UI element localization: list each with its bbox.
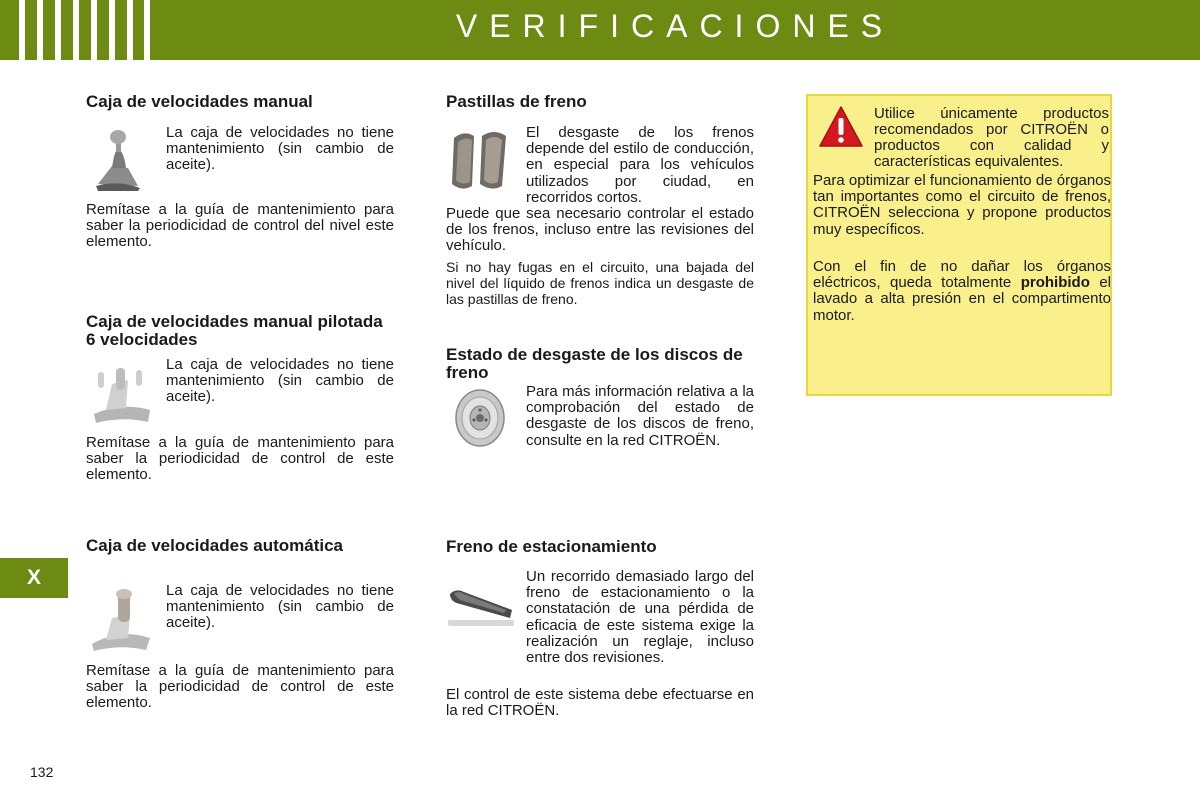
warning-box bbox=[806, 94, 1112, 396]
page-number: 132 bbox=[30, 764, 54, 780]
page-title: VERIFICACIONES bbox=[455, 8, 895, 44]
automatic-gear-selector-icon bbox=[90, 588, 152, 652]
warning-triangle-icon bbox=[818, 104, 864, 150]
heading-automatica: Caja de velocidades automática bbox=[86, 536, 343, 555]
pilotada-note: Remítase a la guía de mantenimiento para saber la periodicidad de control de este elemento. bbox=[86, 434, 394, 484]
header-stripe bbox=[127, 0, 133, 60]
header-stripe bbox=[55, 0, 61, 60]
heading-pilotada: Caja de velocidades manual pilotada 6 velocidades bbox=[86, 312, 383, 349]
brake-disc-icon bbox=[450, 386, 514, 450]
pilotada-body: La caja de velocidades no tiene mantenimiento (sin cambio de aceite). bbox=[166, 356, 394, 406]
header-stripe bbox=[73, 0, 79, 60]
pilotada-gear-selector-icon bbox=[92, 362, 152, 424]
pastillas-note: Puede que sea necesario controlar el estado de los frenos, incluso entre las revisiones del vehículo. bbox=[446, 205, 754, 255]
header-stripe bbox=[37, 0, 43, 60]
heading-discos: Estado de desgaste de los discos de freno bbox=[446, 345, 743, 382]
header-stripe bbox=[91, 0, 97, 60]
heading-manual: Caja de velocidades manual bbox=[86, 92, 313, 111]
manual-note: Remítase a la guía de mantenimiento para saber la periodicidad de control del nivel este elemento. bbox=[86, 201, 394, 251]
pastillas-note2: Si no hay fugas en el circuito, una bajada del nivel del líquido de frenos indica un desgaste de las pastillas de freno. bbox=[446, 259, 754, 307]
brake-pads-icon bbox=[448, 126, 510, 196]
automatica-body: La caja de velocidades no tiene mantenimiento (sin cambio de aceite). bbox=[166, 582, 394, 632]
warning-para-1: Para optimizar el funcionamiento de órganos tan importantes como el circuito de frenos, CITROËN selecciona y propone productos muy específicos. bbox=[813, 172, 1111, 238]
discos-body: Para más información relativa a la comprobación del estado de desgaste de los discos de freno, consulte en la red CITROËN. bbox=[526, 383, 754, 449]
warning-para-2-start: Con el fin de no dañar los órganos eléctricos, queda totalmente bbox=[813, 258, 1111, 292]
manual-gear-lever-icon bbox=[92, 128, 144, 192]
parking-brake-lever-icon bbox=[446, 580, 516, 630]
estacionamiento-body: Un recorrido demasiado largo del freno de estacionamiento o la constatación de una pérdida de eficacia de este sistema exige la realización un reglaje, incluso entre dos revisiones. bbox=[526, 568, 754, 667]
warning-para-2-end: el lavado a alta presión en el compartimento motor. bbox=[813, 274, 1112, 324]
section-tab: X bbox=[0, 558, 68, 598]
page-header bbox=[0, 0, 1200, 60]
automatica-note: Remítase a la guía de mantenimiento para saber la periodicidad de control de este elemento. bbox=[86, 662, 394, 712]
heading-estacionamiento: Freno de estacionamiento bbox=[446, 537, 657, 556]
manual-body: La caja de velocidades no tiene mantenimiento (sin cambio de aceite). bbox=[166, 124, 394, 174]
estacionamiento-note: El control de este sistema debe efectuarse en la red CITROËN. bbox=[446, 686, 754, 720]
header-stripe bbox=[109, 0, 115, 60]
pastillas-body: El desgaste de los frenos depende del estilo de conducción, en especial para los vehículos utilizados por ciudad, en recorridos cortos. bbox=[526, 124, 754, 206]
heading-pastillas: Pastillas de freno bbox=[446, 92, 587, 111]
header-stripe bbox=[19, 0, 25, 60]
warning-para-2 bbox=[813, 259, 1111, 324]
warning-top-text: Utilice únicamente productos recomendados por CITROËN o productos con calidad y características equivalentes. bbox=[874, 105, 1109, 170]
warning-prohibido: prohibido bbox=[1020, 274, 1090, 292]
